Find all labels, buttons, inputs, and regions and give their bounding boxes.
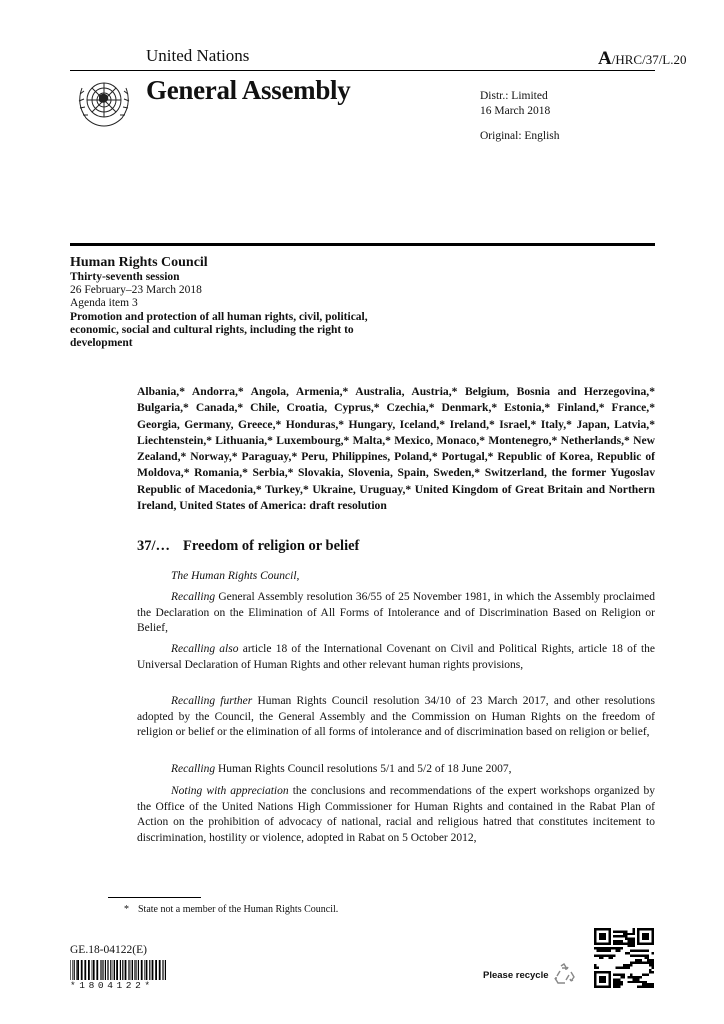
paragraph-lead: Recalling also — [171, 643, 239, 655]
original-language: Original: English — [480, 130, 560, 142]
intro-text: The Human Rights Council, — [171, 570, 300, 582]
recycle-label: Please recycle — [483, 970, 549, 981]
session-dates: 26 February–23 March 2018 — [70, 284, 202, 297]
organization-name: United Nations — [146, 46, 250, 65]
paragraph-text: Human Rights Council resolution 34/10 of 23 March 2017, and other resolutions adopted by the Council, the General Assembly and the Commission on Human Rights on the freedom of religion or belief or the elimination of all forms of intolerance and of discrimination based on religion or belief, — [137, 695, 655, 739]
issue-date: 16 March 2018 — [480, 105, 551, 117]
preamble-paragraph — [137, 762, 655, 778]
sponsors-list: Albania,* Andorra,* Angola, Armenia,* Australia, Austria,* Belgium, Bosnia and Herzegovina,* Bulgaria,* Canada,* Chile, Croatia, Cyprus,* Czechia,* Denmark,* Estonia,* Finland,* France,* Georgia, Germany, Greece,* Honduras,* Hungary, Iceland,* Ireland,* Israel,* Italy,* Japan, Latvia,* Liechtenstein,* Lithuania,* Luxembourg,* Malta,* Mexico, Monaco,* Montenegro,* Netherlands,* New Zealand,* Norway,* Paraguay,* Peru, Philippines, Poland,* Portugal,* Republic of Korea, Republic of Moldova,* Romania,* Serbia,* Slovakia, Slovenia, Spain, Sweden,* Switzerland, the former Yugoslav Republic of Macedonia,* Turkey,* Ukraine, Uruguay,* United Kingdom of Great Britain and Northern Ireland, United States of America: draft resolution — [137, 385, 655, 513]
resolution-number: 37/… — [137, 538, 171, 554]
document-code: GE.18-04122(E) — [70, 944, 147, 956]
symbol-rest: /HRC/37/L.20 — [611, 52, 687, 67]
footnote — [124, 904, 338, 915]
footnote-text: State not a member of the Human Rights Council. — [138, 904, 339, 915]
meeting-info — [70, 271, 370, 350]
session: Thirty-seventh session — [70, 271, 180, 283]
document-symbol — [598, 48, 687, 70]
body-name: General Assembly — [146, 75, 351, 105]
barcode-icon — [70, 960, 168, 980]
footnote-mark: * — [124, 904, 129, 915]
resolution-intro — [137, 569, 655, 585]
barcode-number: *1804122* — [70, 980, 154, 991]
resolution-heading — [137, 538, 359, 555]
agenda-item: Agenda item 3 — [70, 297, 138, 310]
paragraph-lead: Recalling further — [171, 695, 253, 707]
paragraph-lead: Recalling — [171, 763, 216, 775]
footnote-rule — [108, 897, 201, 898]
council-name: Human Rights Council — [70, 255, 208, 270]
distribution-block — [480, 89, 550, 119]
recycle-icon — [552, 962, 576, 986]
paragraph-text: the conclusions and recommendations of the expert workshops organized by the Office of the United Nations High Commissioner for Human Rights and contained in the Rabat Plan of Action on the prohibition of advocacy of national, racial and religious hatred that constitutes incitement to discrimination, hostility or violence, adopted in Rabat on 5 October 2012, — [137, 785, 655, 845]
symbol-prefix: A — [598, 48, 612, 69]
paragraph-lead: Noting with appreciation — [171, 785, 289, 797]
preamble-paragraph — [137, 642, 655, 673]
preamble-paragraph — [137, 784, 655, 847]
section-rule — [70, 243, 655, 246]
paragraph-text: Human Rights Council resolutions 5/1 and 5/2 of 18 June 2007, — [215, 763, 512, 775]
resolution-title: Freedom of religion or belief — [183, 538, 360, 554]
preamble-paragraph — [137, 590, 655, 637]
paragraph-lead: Recalling — [171, 591, 216, 603]
paragraph-text: article 18 of the International Covenant on Civil and Political Rights, article 18 of the Universal Declaration of Human Rights and other relevant human rights provisions, — [137, 643, 655, 671]
preamble-paragraph — [137, 694, 655, 741]
agenda-title: Promotion and protection of all human rights, civil, political, economic, social and cultural rights, including the right to development — [70, 310, 368, 350]
distribution: Distr.: Limited — [480, 90, 548, 102]
qr-code-icon — [594, 928, 654, 988]
header-rule — [70, 70, 655, 71]
paragraph-text: General Assembly resolution 36/55 of 25 November 1981, in which the Assembly proclaimed the Declaration on the Elimination of All Forms of Intolerance and of Discrimination Based on Religion or Belief, — [137, 591, 655, 635]
un-emblem-icon — [72, 74, 136, 130]
